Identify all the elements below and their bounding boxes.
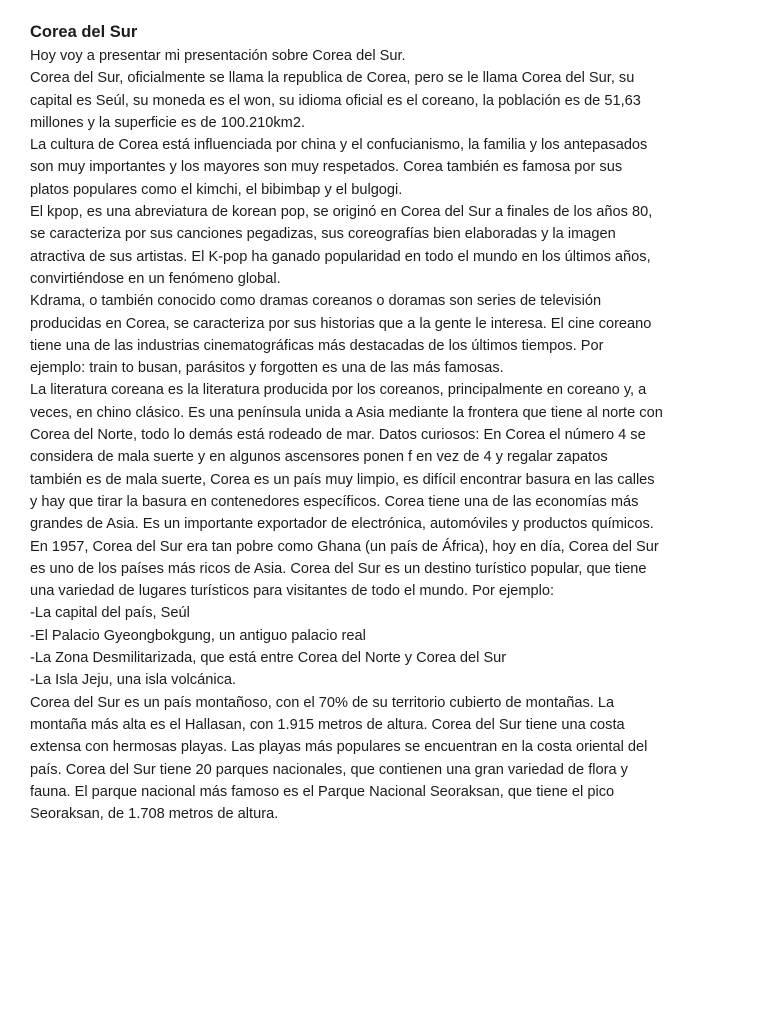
note-line: capital es Seúl, su moneda es el won, su idioma oficial es el coreano, la población es de 51,63 (30, 92, 641, 109)
note-line: se caracteriza por sus canciones pegadizas, sus coreografías bien elaboradas y la imagen (30, 226, 616, 243)
note-line: y hay que tirar la basura en contenedores específicos. Corea tiene una de las economías más (30, 493, 639, 510)
note-line: La literatura coreana es la literatura producida por los coreanos, principalmente en coreano y, a (30, 382, 647, 399)
note-line: Hoy voy a presentar mi presentación sobre Corea del Sur. (30, 48, 406, 64)
note-line: atractiva de sus artistas. El K-pop ha ganado popularidad en todo el mundo en los últimos años, (30, 248, 651, 265)
note-line: montaña más alta es el Hallasan, con 1.915 metros de altura. Corea del Sur tiene una costa (30, 716, 625, 733)
list-item: -La Zona Desmilitarizada, que está entre Corea del Norte y Corea del Sur (30, 650, 507, 667)
note-line: ejemplo: train to busan, parásitos y forgotten es una de las más famosas. (30, 360, 504, 377)
note-line: platos populares como el kimchi, el bibimbap y el bulgogi. (30, 181, 403, 198)
note-line: país. Corea del Sur tiene 20 parques nacionales, que contienen una gran variedad de flora y (30, 761, 628, 778)
note-line: Corea del Sur es un país montañoso, con el 70% de su territorio cubierto de montañas. La (30, 694, 615, 711)
note-line: Corea del Norte, todo lo demás está rodeado de mar. Datos curiosos: En Corea el número 4 se (30, 427, 646, 444)
note-line: fauna. El parque nacional más famoso es el Parque Nacional Seoraksan, que tiene el pico (30, 783, 615, 800)
note-line: grandes de Asia. Es un importante exportador de electrónica, automóviles y productos químicos. (30, 516, 654, 533)
note-line: extensa con hermosas playas. Las playas más populares se encuentran en la costa oriental del (30, 739, 648, 756)
note-line: considera de mala suerte y en algunos ascensores ponen f en vez de 4 y regalar zapatos (30, 449, 608, 466)
note-line: producidas en Corea, se caracteriza por sus historias que a la gente le interesa. El cine coreano (30, 315, 652, 332)
note-line: Seoraksan, de 1.708 metros de altura. (30, 806, 279, 823)
list-item: -El Palacio Gyeongbokgung, un antiguo palacio real (30, 627, 366, 644)
list-item: -La Isla Jeju, una isla volcánica. (30, 672, 237, 689)
note-line: tiene una de las industrias cinematográficas más destacadas de los últimos tiempos. Por (30, 337, 604, 354)
note-line: una variedad de lugares turísticos para visitantes de todo el mundo. Por ejemplo: (30, 583, 555, 600)
note-line: también es de mala suerte, Corea es un país muy limpio, es difícil encontrar basura en las calles (30, 471, 655, 488)
note-line: En 1957, Corea del Sur era tan pobre como Ghana (un país de África), hoy en día, Corea del Sur (30, 538, 659, 555)
note-editor[interactable] (30, 20, 742, 825)
note-line: Kdrama, o también conocido como dramas coreanos o doramas son series de televisión (30, 293, 602, 310)
note-body[interactable] (30, 45, 742, 825)
note-line: son muy importantes y los mayores son muy respetados. Corea también es famosa por sus (30, 159, 623, 176)
note-line: El kpop, es una abreviatura de korean pop, se originó en Corea del Sur a finales de los años 80, (30, 204, 653, 221)
note-line: millones y la superficie es de 100.210km2. (30, 114, 305, 131)
note-line: es uno de los países más ricos de Asia. Corea del Sur es un destino turístico popular, que tiene (30, 560, 647, 577)
note-line: veces, en chino clásico. Es una península unida a Asia mediante la frontera que tiene al norte con (30, 404, 663, 421)
note-line: Corea del Sur, oficialmente se llama la republica de Corea, pero se le llama Corea del Sur, su (30, 70, 635, 87)
note-line: La cultura de Corea está influenciada por china y el confucianismo, la familia y los antepasados (30, 137, 648, 154)
list-item: -La capital del país, Seúl (30, 605, 190, 622)
note-title[interactable]: Corea del Sur (30, 23, 138, 41)
note-line: convirtiéndose en un fenómeno global. (30, 270, 281, 287)
